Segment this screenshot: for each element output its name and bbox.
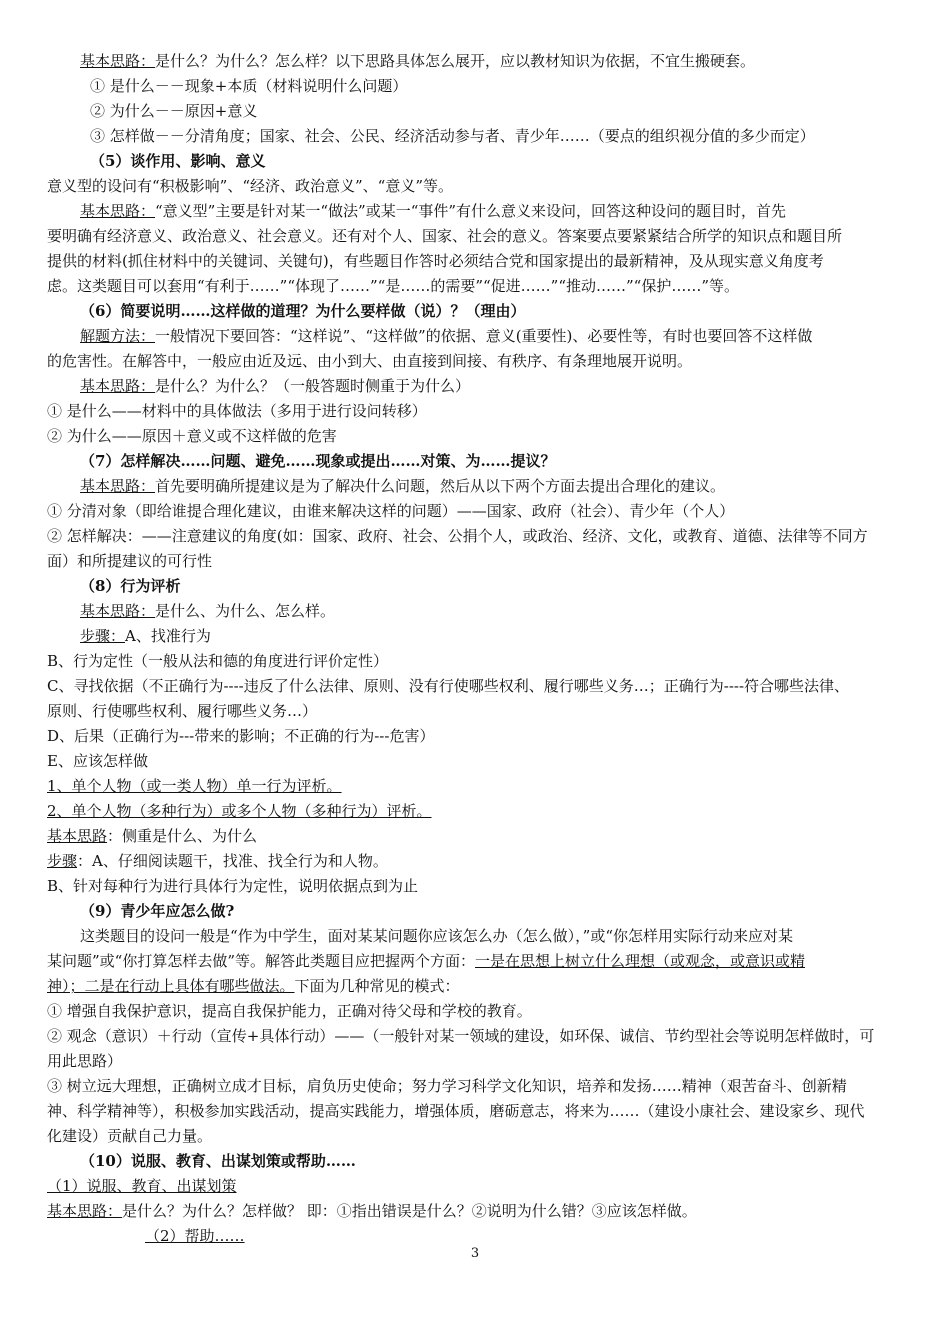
text-segment: ① 增强自我保护意识，提高自我保护能力，正确对待父母和学校的教育。	[47, 1002, 532, 1020]
text-line	[0, 949, 950, 973]
text-segment: ③ 怎样做－－分清角度；国家、社会、公民、经济活动参与者、青少年……（要点的组织视分值的多少而定）	[90, 127, 815, 145]
text-line	[0, 1174, 950, 1198]
text-segment: ：A、仔细阅读题干，找准、找全行为和人物。	[77, 852, 388, 870]
text-line	[0, 249, 950, 273]
text-segment: ：侧重是什么、为什么	[107, 827, 258, 845]
text-segment: 是什么、为什么、怎么样。	[155, 602, 336, 620]
text-line	[0, 274, 950, 298]
text-line	[0, 149, 950, 173]
text-line	[0, 1099, 950, 1123]
text-line	[0, 1024, 950, 1048]
text-line	[0, 1224, 950, 1248]
text-line	[0, 99, 950, 123]
text-segment: C、寻找依据（不正确行为----违反了什么法律、原则、没有行使哪些权利、履行哪些义务…；正确行为----符合哪些法律、	[47, 677, 850, 695]
text-line	[0, 399, 950, 423]
text-line	[0, 199, 950, 223]
underlined-label: 解题方法：	[80, 327, 156, 345]
section-heading: （10）说服、教育、出谋划策或帮助……	[80, 1152, 356, 1170]
text-line	[0, 724, 950, 748]
text-segment: ② 为什么——原因＋意义或不这样做的危害	[47, 427, 337, 445]
text-segment: 化建设）贡献自己力量。	[47, 1127, 213, 1145]
underlined-label: 基本思路：	[80, 602, 156, 620]
text-line	[0, 699, 950, 723]
text-segment: 意义型的设问有“积极影响”、“经济、政治意义”、“意义”等。	[47, 177, 454, 195]
text-segment: A、找准行为	[125, 627, 211, 645]
text-line	[0, 1149, 950, 1173]
text-segment: 一般情况下要回答：“这样说”、“这样做”的依据、意义(重要性)、必要性等，有时也要回答不这样做	[155, 327, 813, 345]
section-heading: （9）青少年应怎么做?	[80, 902, 235, 920]
text-segment: B、针对每种行为进行具体行为定性，说明依据点到为止	[47, 877, 419, 895]
text-segment: 要明确有经济意义、政治意义、社会意义。还有对个人、国家、社会的意义。答案要点要紧紧结合所学的知识点和题目所	[47, 227, 843, 245]
text-line	[0, 974, 950, 998]
text-line	[0, 424, 950, 448]
text-line	[0, 174, 950, 198]
text-line	[0, 649, 950, 673]
section-heading: （5）谈作用、影响、意义	[90, 152, 266, 170]
underlined-label: 一是在思想上树立什么理想（或观念，或意识或精	[475, 952, 806, 970]
text-line	[0, 449, 950, 473]
text-line	[0, 924, 950, 948]
underlined-label: 基本思路：	[80, 202, 156, 220]
underlined-label: 步骤：	[80, 627, 126, 645]
underlined-label: 神）；二是在行动上具体有哪些做法。	[47, 977, 295, 995]
text-line	[0, 49, 950, 73]
text-segment: 神、科学精神等），积极参加实践活动，提高实践能力，增强体质，磨砺意志，将来为……（建设小康社会、建设家乡、现代	[47, 1102, 865, 1120]
text-segment: 下面为几种常见的模式：	[294, 977, 460, 995]
text-line	[0, 1199, 950, 1223]
text-segment: 用此思路）	[47, 1052, 123, 1070]
text-segment: 这类题目的设问一般是“作为中学生，面对某某问题你应该怎么办（怎么做），”或“你怎样用实际行动来应对某	[80, 927, 794, 945]
text-segment: B、行为定性（一般从法和德的角度进行评价定性）	[47, 652, 389, 670]
text-segment: ② 观念（意识）＋行动（宣传+具体行动）——（一般针对某一领域的建设，如环保、诚信、节约型社会等说明怎样做时，可	[47, 1027, 875, 1045]
text-segment: 原则、行使哪些权利、履行哪些义务…）	[47, 702, 318, 720]
text-line	[0, 349, 950, 373]
text-line	[0, 1124, 950, 1148]
text-segment: D、后果（正确行为---带来的影响；不正确的行为---危害）	[47, 727, 435, 745]
text-line	[0, 524, 950, 548]
text-line	[0, 74, 950, 98]
text-line	[0, 324, 950, 348]
text-segment: “意义型”主要是针对某一“做法”或某一“事件”有什么意义来设问，回答这种设问的题目时，首先	[155, 202, 787, 220]
underlined-label: 基本思路：	[80, 52, 156, 70]
underlined-label: 基本思路：	[47, 1202, 123, 1220]
text-line	[0, 849, 950, 873]
text-line	[0, 749, 950, 773]
text-segment: 面）和所提建议的可行性	[47, 552, 213, 570]
underlined-label: 基本思路：	[80, 377, 156, 395]
text-line	[0, 124, 950, 148]
underlined-label: （1）说服、教育、出谋划策	[47, 1177, 237, 1195]
text-line	[0, 299, 950, 323]
text-segment: E、应该怎样做	[47, 752, 148, 770]
text-line	[0, 899, 950, 923]
text-line	[0, 774, 950, 798]
underlined-label: （2）帮助……	[145, 1227, 245, 1245]
text-line	[0, 674, 950, 698]
text-segment: 虑。这类题目可以套用“有利于……”“体现了……”“是……的需要”“促进……”“推动……”“保护……”等。	[47, 277, 740, 295]
text-line	[0, 599, 950, 623]
text-segment: 是什么？为什么？怎样做？ 即：①指出错误是什么？②说明为什么错？③应该怎样做。	[122, 1202, 697, 1220]
text-line	[0, 624, 950, 648]
text-segment: 提供的材料(抓住材料中的关键词、关键句)，有些题目作答时必须结合党和国家提出的最新精神，及从现实意义角度考	[47, 252, 824, 270]
page-number: 3	[470, 1246, 480, 1261]
section-heading: （7）怎样解决……问题、避免……现象或提出……对策、为……提议？	[80, 452, 556, 470]
section-heading: （8）行为评析	[80, 577, 181, 595]
text-segment: 是什么？为什么？怎么样？以下思路具体怎么展开，应以教材知识为依据，不宜生搬硬套。	[155, 52, 756, 70]
text-line	[0, 224, 950, 248]
text-line	[0, 824, 950, 848]
text-line	[0, 574, 950, 598]
underlined-label: 2、单个人物（多种行为）或多个人物（多种行为）评析。	[47, 802, 432, 820]
text-segment: ② 为什么－－原因+意义	[90, 102, 258, 120]
text-line	[0, 474, 950, 498]
text-segment: ① 是什么－－现象+本质（材料说明什么问题）	[90, 77, 408, 95]
underlined-label: 1、单个人物（或一类人物）单一行为评析。	[47, 777, 342, 795]
text-line	[0, 374, 950, 398]
text-line	[0, 549, 950, 573]
text-line	[0, 799, 950, 823]
underlined-label: 步骤	[47, 852, 78, 870]
text-line	[0, 874, 950, 898]
text-segment: ③ 树立远大理想，正确树立成才目标，肩负历史使命；努力学习科学文化知识，培养和发扬……精神（艰苦奋斗、创新精	[47, 1077, 847, 1095]
text-line	[0, 499, 950, 523]
text-segment: 是什么？为什么？（一般答题时侧重于为什么）	[155, 377, 471, 395]
text-line	[0, 1049, 950, 1073]
underlined-label: 基本思路	[47, 827, 108, 845]
text-segment: 某问题”或“你打算怎样去做”等。解答此类题目应把握两个方面：	[47, 952, 476, 970]
text-segment: ① 分清对象（即给谁提合理化建议，由谁来解决这样的问题）——国家、政府（社会）、青少年（个人）	[47, 502, 735, 520]
text-segment: 首先要明确所提建议是为了解决什么问题，然后从以下两个方面去提出合理化的建议。	[155, 477, 726, 495]
text-segment: ① 是什么——材料中的具体做法（多用于进行设问转移）	[47, 402, 427, 420]
underlined-label: 基本思路：	[80, 477, 156, 495]
text-segment: ② 怎样解决：——注意建议的角度(如：国家、政府、社会、公捐个人，或政治、经济、文化，或教育、道德、法律等不同方	[47, 527, 868, 545]
text-line	[0, 999, 950, 1023]
text-line	[0, 1074, 950, 1098]
section-heading: （6）简要说明……这样做的道理？为什么要样做（说）？（理由）	[80, 302, 526, 320]
text-segment: 的危害性。在解答中，一般应由近及远、由小到大、由直接到间接、有秩序、有条理地展开说明。	[47, 352, 693, 370]
